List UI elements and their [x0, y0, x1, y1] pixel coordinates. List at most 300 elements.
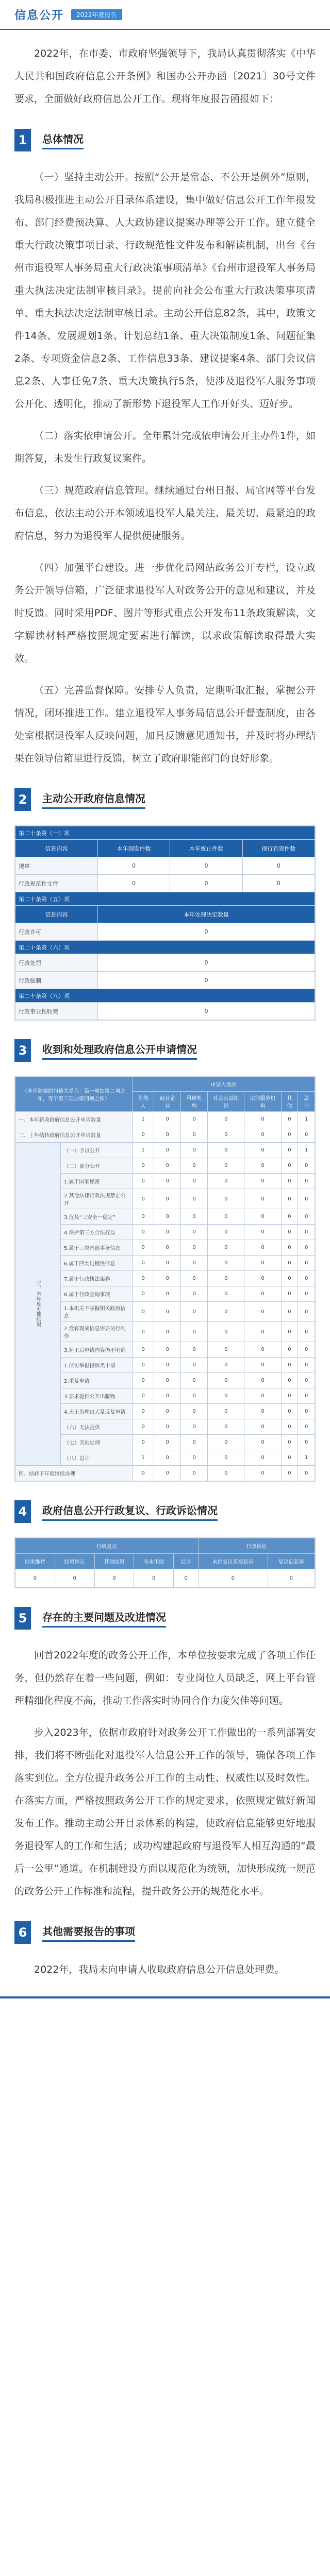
table-row	[15, 875, 315, 892]
cell: 0	[181, 1302, 208, 1322]
table-row	[15, 1342, 315, 1358]
cell: 0	[281, 1388, 298, 1404]
cell: 0	[174, 1569, 199, 1588]
col-header: 法律服务机构	[244, 1092, 281, 1112]
cell: 0	[97, 1003, 315, 1020]
section-title: 存在的主要问题及改进情况	[42, 1609, 166, 1628]
row-label: （二）部分公开	[61, 1158, 133, 1174]
row-label: 5.属于三类内部事务信息	[61, 1240, 133, 1256]
cell: 0	[170, 857, 242, 875]
cell: 0	[298, 1466, 315, 1481]
cell: 0	[181, 1158, 208, 1174]
row-label: 3.要求提供公开出版物	[61, 1388, 133, 1404]
cell: 0	[154, 1256, 181, 1271]
table-row	[15, 1271, 315, 1286]
cell: 0	[154, 1271, 181, 1286]
row-label: 一、本年新收政府信息公开申请数量	[15, 1112, 133, 1127]
cell: 0	[281, 1174, 298, 1189]
cell: 0	[281, 1225, 298, 1240]
table-proactive-disclosure	[14, 825, 316, 1021]
cell: 0	[97, 954, 315, 972]
section-number: 5	[14, 1607, 31, 1630]
cell: 0	[154, 1358, 181, 1373]
cell: 0	[181, 1404, 208, 1419]
problems-paragraph: 回首2022年度的政务公开工作，本单位按要求完成了各项工作任务，但仍然存在着一些问题，例如：专业岗位人员缺乏，网上平台管理精细化程度不高，推动工作落实时协同合作力度欠佳等问题。	[14, 1650, 316, 1706]
row-label: 二、上年结转政府信息公开申请数量	[15, 1127, 133, 1143]
cell: 0	[244, 1286, 281, 1302]
section-number: 2	[14, 788, 31, 811]
cell: 0	[244, 1189, 281, 1209]
row-label: 2.没有现成信息需要另行制作	[61, 1322, 133, 1342]
row-label: 2.其他法律行政法规禁止公开	[61, 1189, 133, 1209]
section-6-header	[14, 1918, 316, 1947]
cell: 0	[298, 1271, 315, 1286]
row-label: 行政规范性文件	[15, 875, 98, 892]
col-header: 信息内容	[15, 906, 98, 923]
cell: 0	[133, 1419, 154, 1435]
table-row	[15, 1240, 315, 1256]
row-label: 行政许可	[15, 923, 98, 941]
cell: 0	[181, 1466, 208, 1481]
cell: 0	[154, 1466, 181, 1481]
cell: 0	[242, 857, 315, 875]
cell: 0	[298, 1240, 315, 1256]
cell: 0	[133, 1388, 154, 1404]
problems-paragraph: 步入2023年，依据市政府针对政务公开工作做出的一系列部署安排，我们将不断强化对退役军人信息公开工作的领导，确保各项工作落实到位。全方位提升政务公开工作的主动性、权威性以及时效性。在落实方面，严格按照政务公开工作的规定要求，依照规定做好新闻发布工作。推动主动公开目录体系的构建，使政府信息能够更好地服务退役军人的工作和生活；成功构建起政府与退役军人相互沟通的“最后一公里”通道。在机制建设方面以规范化为统领，加快形成统一规范的政务公开工作标准和流程，提升政务公开的规范化水平。	[14, 1727, 316, 1897]
cell: 0	[281, 1158, 298, 1174]
cell: 0	[298, 1388, 315, 1404]
cell: 0	[298, 1256, 315, 1271]
cell: 0	[208, 1286, 244, 1302]
cell: 0	[181, 1388, 208, 1404]
cell: 0	[133, 1435, 154, 1450]
cell: 0	[154, 1404, 181, 1419]
row-group-label: 三、本年度办理结果	[15, 1143, 61, 1466]
cell: 0	[208, 1388, 244, 1404]
cell: 0	[298, 1225, 315, 1240]
cell: 0	[244, 1127, 281, 1143]
row-label: 6.属于四类过程性信息	[61, 1256, 133, 1271]
cell: 0	[281, 1209, 298, 1225]
cell: 0	[281, 1358, 298, 1373]
cell: 0	[244, 1322, 281, 1342]
cell: 0	[244, 1404, 281, 1419]
cell: 0	[181, 1450, 208, 1466]
row-label: 3.危及“三安全一稳定”	[61, 1209, 133, 1225]
cell: 0	[244, 1143, 281, 1158]
header-bar	[0, 0, 330, 30]
cell: 0	[281, 1271, 298, 1286]
col-header: 尚未审结	[134, 1554, 174, 1569]
table-row	[15, 1286, 315, 1302]
cell: 0	[244, 1112, 281, 1127]
cell: 0	[154, 1450, 181, 1466]
section-title: 政府信息公开行政复议、行政诉讼情况	[42, 1502, 218, 1521]
cell: 0	[198, 1569, 268, 1588]
col-header: 结果维持	[15, 1554, 55, 1569]
cell: 0	[133, 1466, 154, 1481]
col-header: 总计	[298, 1092, 315, 1112]
table-band: 第二十条第（一）项	[15, 826, 315, 840]
group-header: 行政诉讼	[198, 1538, 315, 1554]
col-header: 其他结果	[94, 1554, 134, 1569]
cell: 0	[208, 1240, 244, 1256]
cell: 0	[133, 1271, 154, 1286]
cell: 0	[208, 1322, 244, 1342]
header-title: 信息公开	[14, 9, 64, 22]
table-row	[15, 954, 315, 972]
overview-paragraph: （三）规范政府信息管理。继续通过台州日报、局官网等平台发布信息，依法主动公开本领域退役军人最关注、最关切、最紧迫的政府信息，努力为退役军人提供便捷服务。	[14, 485, 316, 541]
cell: 0	[181, 1271, 208, 1286]
table-row	[15, 1225, 315, 1240]
cell: 0	[281, 1435, 298, 1450]
other-paragraph: 2022年，我局未向申请人收取政府信息公开信息处理费。	[34, 1964, 285, 1975]
cell: 0	[154, 1174, 181, 1189]
row-label: 1.信访举报投诉类申请	[61, 1358, 133, 1373]
row-label: 1.属于国家秘密	[61, 1174, 133, 1189]
cell: 0	[208, 1342, 244, 1358]
section-number: 3	[14, 1039, 31, 1062]
cell: 0	[281, 1450, 298, 1466]
overview-paragraph: （一）坚持主动公开。按照“公开是常态、不公开是例外”原则，我局积极推进主动公开目录体系建设，集中做好信息公开工作年报发布、部门经费预决算、人大政协建议提案办理等公开工作。建立健全重大行政决策事项目录、行政规范性文件发布和解读机制，出台《台州市退役军人事务局重大行政决策事项清单》《台州市退役军人事务局重大执法决定法制审核目录》。提前向社会公布重大行政决策事项清单、重大执法决定法制审核目录。主动公开信息82条，其中，政策文件14条、发展规划1条、计划总结1条、重大决策制度1条、问题征集2条、专项资金信息2条、工作信息33条、建议提案4条、部门会议信息2条、人事任免7条、重大决策执行5条，使涉及退役军人服务事项公开化、透明化，推动了新形势下退役军人工作开好头、迈好步。	[14, 172, 316, 410]
cell: 0	[208, 1143, 244, 1158]
table-row	[15, 1322, 315, 1342]
cell: 0	[133, 1127, 154, 1143]
cell: 0	[97, 857, 170, 875]
cell: 0	[281, 1342, 298, 1358]
section-4-header	[14, 1497, 316, 1526]
cell: 0	[298, 1302, 315, 1322]
cell: 0	[133, 1174, 154, 1189]
section-title: 主动公开政府信息情况	[42, 790, 145, 809]
cell: 0	[181, 1322, 208, 1342]
table-row	[15, 1388, 315, 1404]
cell: 0	[97, 972, 315, 989]
cell: 0	[133, 1158, 154, 1174]
col-header: 本年废止件数	[170, 840, 242, 857]
cell: 0	[298, 1404, 315, 1419]
cell: 0	[281, 1256, 298, 1271]
table-row	[15, 1373, 315, 1388]
table-row	[15, 1450, 315, 1466]
table-row	[15, 1435, 315, 1450]
cell: 0	[170, 875, 242, 892]
col-header: 本年制发件数	[97, 840, 170, 857]
cell: 0	[208, 1158, 244, 1174]
cell: 0	[97, 875, 170, 892]
row-label: （六）无法提供	[61, 1419, 133, 1435]
cell: 0	[154, 1240, 181, 1256]
cell: 0	[281, 1240, 298, 1256]
cell: 0	[281, 1373, 298, 1388]
cell: 0	[244, 1240, 281, 1256]
table-row	[15, 1209, 315, 1225]
row-label: （七）其他处理	[61, 1435, 133, 1450]
cell: 0	[154, 1158, 181, 1174]
cell: 0	[181, 1342, 208, 1358]
table-row	[15, 1003, 315, 1020]
cell: 0	[181, 1127, 208, 1143]
cell: 0	[298, 1209, 315, 1225]
cell: 1	[133, 1143, 154, 1158]
cell: 0	[181, 1419, 208, 1435]
table-row	[15, 1358, 315, 1373]
row-label: 四、结转下年度继续办理	[15, 1466, 133, 1481]
table-applications	[14, 1076, 316, 1482]
cell: 1	[133, 1112, 154, 1127]
col-header: 自然人	[133, 1092, 154, 1112]
cell: 0	[208, 1189, 244, 1209]
table-row	[15, 1127, 315, 1143]
cell: 0	[133, 1302, 154, 1322]
section-number: 4	[14, 1500, 31, 1523]
cell: 0	[208, 1271, 244, 1286]
cell: 0	[208, 1358, 244, 1373]
cell: 0	[94, 1569, 134, 1588]
cell: 0	[133, 1404, 154, 1419]
cell: 0	[133, 1225, 154, 1240]
row-label: 4.无正当理由大量反复申请	[61, 1404, 133, 1419]
cell: 0	[97, 923, 315, 941]
cell: 0	[208, 1419, 244, 1435]
cell: 0	[133, 1209, 154, 1225]
cell: 0	[154, 1189, 181, 1209]
table-row	[15, 1143, 315, 1158]
cell: 0	[244, 1373, 281, 1388]
table-band: 第二十条第（五）项	[15, 892, 315, 906]
row-label: （一）予以公开	[61, 1143, 133, 1158]
table-band: 第二十条第（六）项	[15, 941, 315, 954]
cell: 1	[133, 1450, 154, 1466]
cell: 0	[15, 1569, 55, 1588]
row-label: 行政处罚	[15, 954, 98, 972]
cell: 0	[244, 1388, 281, 1404]
table-row	[15, 1466, 315, 1481]
cell: 0	[298, 1158, 315, 1174]
cell: 0	[208, 1112, 244, 1127]
cell: 0	[281, 1466, 298, 1481]
row-label: 7.属于行政执法案卷	[61, 1271, 133, 1286]
cell: 0	[244, 1419, 281, 1435]
cell: 0	[181, 1112, 208, 1127]
cell: 0	[133, 1286, 154, 1302]
row-label: 3.补正后申请内容仍不明确	[61, 1342, 133, 1358]
section-3-header	[14, 1036, 316, 1065]
section-title: 其他需要报告的事项	[42, 1923, 135, 1942]
table-band: 第二十条第（八）项	[15, 989, 315, 1003]
cell: 0	[281, 1404, 298, 1419]
table-row	[15, 1158, 315, 1174]
cell: 0	[244, 1302, 281, 1322]
cell: 0	[298, 1127, 315, 1143]
cell: 0	[208, 1174, 244, 1189]
row-label: 行政事业性收费	[15, 1003, 98, 1020]
cell: 0	[154, 1373, 181, 1388]
cell: 0	[281, 1286, 298, 1302]
group-header: 申请人情况	[133, 1077, 315, 1092]
section-1-header	[14, 126, 316, 155]
cell: 0	[55, 1569, 94, 1588]
cell: 0	[154, 1419, 181, 1435]
cell: 0	[181, 1435, 208, 1450]
cell: 0	[208, 1466, 244, 1481]
table-row	[15, 1419, 315, 1435]
overview-paragraph: （四）加强平台建设。进一步优化局网站政务公开专栏，设立政务公开领导信箱，广泛征求退役军人对政务公开的意见和建议，并及时反馈。同时采用PDF、图片等形式重点公开发布11条政策解读，文字解读材料严格按照规定要素进行解读，以求政策解读取得最大实效。	[14, 562, 316, 664]
table-row	[15, 1569, 315, 1588]
table-row	[15, 1404, 315, 1419]
section-title: 总体情况	[42, 131, 84, 149]
cell: 0	[244, 1174, 281, 1189]
cell: 0	[154, 1225, 181, 1240]
cell: 0	[208, 1302, 244, 1322]
cell: 0	[281, 1112, 298, 1127]
overview-paragraph: （五）完善监督保障。安排专人负责，定期听取汇报，掌握公开情况，闭环推进工作。建立退役军人事务局信息公开督查制度，由各处室根据退役军人反映问题，加具反馈意见通知书，并及时将办理结果在领导信箱里进行反馈，树立了政府职能部门的良好形象。	[14, 685, 316, 764]
section-title: 收到和处理政府信息公开申请情况	[42, 1041, 197, 1060]
cell: 0	[154, 1143, 181, 1158]
cell: 0	[181, 1225, 208, 1240]
cell: 0	[154, 1286, 181, 1302]
cell: 0	[244, 1225, 281, 1240]
row-label: 行政强制	[15, 972, 98, 989]
intro-paragraph: 2022年，在市委、市政府坚强领导下，我局认真贯彻落实《中华人民共和国政府信息公开条例》和国办公开办函〔2021〕30号文件要求，全面做好政府信息公开工作。现将年度报告函报如下：	[14, 48, 316, 105]
table-row	[15, 923, 315, 941]
cell: 0	[133, 1342, 154, 1358]
table-row	[15, 1174, 315, 1189]
header-tag: 2022年度报告	[71, 9, 122, 20]
col-header: 商业企业	[154, 1092, 181, 1112]
section-number: 1	[14, 129, 31, 151]
cell: 0	[208, 1450, 244, 1466]
cell: 0	[133, 1322, 154, 1342]
cell: 0	[268, 1569, 315, 1588]
cell: 0	[181, 1358, 208, 1373]
cell: 0	[208, 1435, 244, 1450]
cell: 0	[244, 1435, 281, 1450]
cell: 0	[244, 1271, 281, 1286]
cell: 1	[298, 1112, 315, 1127]
table-review-litigation	[14, 1537, 316, 1588]
cell: 0	[244, 1158, 281, 1174]
col-header: 复议后起诉	[268, 1554, 315, 1569]
table-row	[15, 1112, 315, 1127]
cell: 0	[298, 1189, 315, 1209]
overview-paragraph: （二）落实依申请公开。全年累计完成依申请公开主办件1件，如期答复，未发生行政复议案件。	[14, 430, 316, 464]
cell: 0	[133, 1358, 154, 1373]
cell: 0	[298, 1174, 315, 1189]
cell: 0	[298, 1435, 315, 1450]
col-header: 其他	[281, 1092, 298, 1112]
table-row	[15, 1256, 315, 1271]
col-header: 信息内容	[15, 840, 98, 857]
table-row	[15, 1302, 315, 1322]
cell: 0	[281, 1127, 298, 1143]
cell: 0	[181, 1256, 208, 1271]
cell: 0	[244, 1450, 281, 1466]
table-row	[15, 972, 315, 989]
group-header: 行政复议	[15, 1538, 199, 1554]
cell: 0	[281, 1302, 298, 1322]
col-header: 现行有效件数	[242, 840, 315, 857]
col-header: 结果纠正	[55, 1554, 94, 1569]
cell: 1	[298, 1143, 315, 1158]
cell: 0	[281, 1322, 298, 1342]
row-label: 1.本机关不掌握相关政府信息	[61, 1302, 133, 1322]
cell: 0	[244, 1209, 281, 1225]
cell: 0	[133, 1189, 154, 1209]
cell: 0	[181, 1240, 208, 1256]
cell: 0	[208, 1256, 244, 1271]
cell: 0	[281, 1189, 298, 1209]
cell: 0	[208, 1209, 244, 1225]
cell: 0	[208, 1127, 244, 1143]
cell: 0	[154, 1302, 181, 1322]
cell: 0	[154, 1342, 181, 1358]
col-header: 本年处理决定数量	[97, 906, 315, 923]
row-label: 2.重复申请	[61, 1373, 133, 1388]
row-label: 规章	[15, 857, 98, 875]
table-corner: （本列数据的勾稽关系为：第一项加第二项之和，等于第三项加第四项之和）	[15, 1077, 133, 1112]
col-header: 未经复议直接起诉	[198, 1554, 268, 1569]
cell: 0	[154, 1112, 181, 1127]
cell: 0	[181, 1174, 208, 1189]
cell: 0	[154, 1209, 181, 1225]
cell: 0	[208, 1373, 244, 1388]
section-2-header	[14, 785, 316, 814]
cell: 1	[298, 1450, 315, 1466]
cell: 0	[133, 1240, 154, 1256]
col-header: 社会公益组织	[208, 1092, 244, 1112]
cell: 0	[154, 1388, 181, 1404]
cell: 0	[242, 875, 315, 892]
section-number: 6	[14, 1921, 31, 1944]
cell: 0	[134, 1569, 174, 1588]
table-row	[15, 1189, 315, 1209]
footer-rule	[0, 1996, 330, 1998]
cell: 0	[133, 1256, 154, 1271]
cell: 0	[181, 1286, 208, 1302]
cell: 0	[181, 1189, 208, 1209]
table-row	[15, 857, 315, 875]
col-header: 科研机构	[181, 1092, 208, 1112]
cell: 0	[154, 1435, 181, 1450]
cell: 0	[298, 1419, 315, 1435]
row-label: （八）总计	[61, 1450, 133, 1466]
cell: 0	[298, 1373, 315, 1388]
cell: 0	[133, 1373, 154, 1388]
cell: 0	[281, 1143, 298, 1158]
cell: 0	[298, 1358, 315, 1373]
cell: 0	[244, 1358, 281, 1373]
cell: 0	[181, 1373, 208, 1388]
cell: 0	[181, 1143, 208, 1158]
cell: 0	[154, 1127, 181, 1143]
cell: 0	[208, 1225, 244, 1240]
row-label: 8.属于行政查询事项	[61, 1286, 133, 1302]
cell: 0	[298, 1322, 315, 1342]
cell: 0	[298, 1342, 315, 1358]
cell: 0	[181, 1209, 208, 1225]
col-header: 总计	[174, 1554, 199, 1569]
row-label: 4.保护第三方合法权益	[61, 1225, 133, 1240]
cell: 0	[244, 1342, 281, 1358]
cell: 0	[298, 1286, 315, 1302]
cell: 0	[244, 1256, 281, 1271]
cell: 0	[208, 1404, 244, 1419]
section-5-header	[14, 1604, 316, 1633]
cell: 0	[244, 1466, 281, 1481]
cell: 0	[281, 1419, 298, 1435]
cell: 0	[154, 1322, 181, 1342]
